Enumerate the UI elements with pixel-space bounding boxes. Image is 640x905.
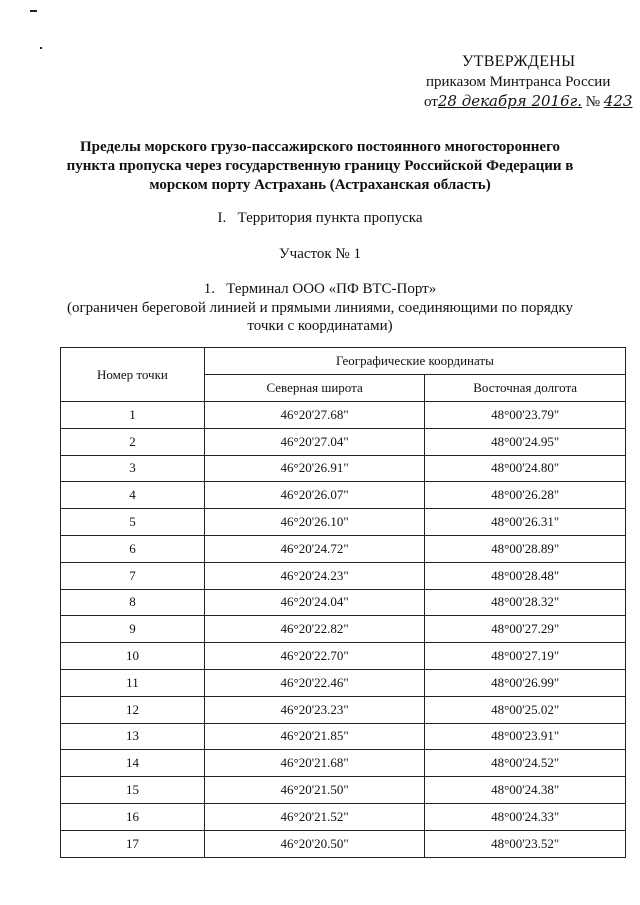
point-number-cell: 7	[61, 562, 205, 589]
longitude-cell: 48°00'24.52"	[425, 750, 626, 777]
latitude-cell: 46°20'22.70"	[204, 643, 424, 670]
terminal-note: (ограничен береговой линией и прямыми линиями, соединяющими по порядку точки с координатами)	[66, 300, 573, 334]
latitude-cell: 46°20'21.85"	[204, 723, 424, 750]
table-row	[61, 535, 626, 562]
approval-date-line	[424, 92, 632, 112]
table-row	[61, 482, 626, 509]
section-heading: I. Территория пункта пропуска	[217, 210, 423, 226]
longitude-cell: 48°00'27.19"	[425, 643, 626, 670]
point-number-cell: 9	[61, 616, 205, 643]
longitude-cell: 48°00'24.95"	[425, 428, 626, 455]
terminal-heading: 1. Терминал ООО «ПФ ВТС-Порт»	[203, 281, 437, 297]
point-number-cell: 17	[61, 830, 205, 857]
point-number-cell: 3	[61, 455, 205, 482]
latitude-cell: 46°20'21.50"	[204, 777, 424, 804]
latitude-cell: 46°20'27.68"	[204, 402, 424, 429]
latitude-cell: 46°20'20.50"	[204, 830, 424, 857]
longitude-cell: 48°00'27.29"	[425, 616, 626, 643]
table-row	[61, 803, 626, 830]
table-row	[61, 777, 626, 804]
table-row	[61, 669, 626, 696]
latitude-cell: 46°20'24.04"	[204, 589, 424, 616]
table-row	[61, 589, 626, 616]
point-number-cell: 8	[61, 589, 205, 616]
table-row	[61, 428, 626, 455]
approval-title: УТВЕРЖДЕНЫ	[462, 53, 576, 70]
point-number-cell: 5	[61, 509, 205, 536]
latitude-cell: 46°20'22.46"	[204, 669, 424, 696]
header-latitude: Северная широта	[204, 375, 424, 402]
scan-mark	[30, 10, 37, 12]
latitude-cell: 46°20'26.91"	[204, 455, 424, 482]
point-number-cell: 16	[61, 803, 205, 830]
longitude-cell: 48°00'24.33"	[425, 803, 626, 830]
header-geo-coords: Географические координаты	[204, 348, 625, 375]
point-number-cell: 10	[61, 643, 205, 670]
longitude-cell: 48°00'26.31"	[425, 509, 626, 536]
point-number-cell: 15	[61, 777, 205, 804]
table-row	[61, 723, 626, 750]
point-number-cell: 2	[61, 428, 205, 455]
latitude-cell: 46°20'21.52"	[204, 803, 424, 830]
handwritten-number: 423	[603, 92, 633, 110]
document-title: Пределы морского грузо-пассажирского постоянного многостороннего пункта пропуска через государственную границу Российской Федерации в морском порту Астрахань (Астраханская область)	[66, 139, 574, 193]
point-number-cell: 4	[61, 482, 205, 509]
table-row	[61, 402, 626, 429]
handwritten-date: 28 декабря 2016г.	[437, 92, 582, 110]
latitude-cell: 46°20'22.82"	[204, 616, 424, 643]
table-row	[61, 750, 626, 777]
date-prefix: от	[424, 94, 438, 110]
table-row	[61, 509, 626, 536]
point-number-cell: 6	[61, 535, 205, 562]
latitude-cell: 46°20'26.07"	[204, 482, 424, 509]
longitude-cell: 48°00'23.52"	[425, 830, 626, 857]
point-number-cell: 11	[61, 669, 205, 696]
table-row	[61, 562, 626, 589]
longitude-cell: 48°00'23.91"	[425, 723, 626, 750]
approval-order: приказом Минтранса России	[426, 74, 611, 90]
longitude-cell: 48°00'28.48"	[425, 562, 626, 589]
table-row	[61, 830, 626, 857]
table-row	[61, 455, 626, 482]
longitude-cell: 48°00'25.02"	[425, 696, 626, 723]
latitude-cell: 46°20'21.68"	[204, 750, 424, 777]
point-number-cell: 14	[61, 750, 205, 777]
header-point-number: Номер точки	[61, 348, 205, 402]
latitude-cell: 46°20'27.04"	[204, 428, 424, 455]
longitude-cell: 48°00'23.79"	[425, 402, 626, 429]
longitude-cell: 48°00'26.99"	[425, 669, 626, 696]
longitude-cell: 48°00'28.89"	[425, 535, 626, 562]
table-row	[61, 643, 626, 670]
latitude-cell: 46°20'26.10"	[204, 509, 424, 536]
subsection-heading: Участок № 1	[279, 246, 361, 262]
longitude-cell: 48°00'24.80"	[425, 455, 626, 482]
longitude-cell: 48°00'28.32"	[425, 589, 626, 616]
point-number-cell: 13	[61, 723, 205, 750]
table-row	[61, 696, 626, 723]
longitude-cell: 48°00'24.38"	[425, 777, 626, 804]
latitude-cell: 46°20'24.23"	[204, 562, 424, 589]
latitude-cell: 46°20'24.72"	[204, 535, 424, 562]
point-number-cell: 12	[61, 696, 205, 723]
coordinates-table	[60, 347, 626, 858]
table-body	[61, 402, 626, 858]
longitude-cell: 48°00'26.28"	[425, 482, 626, 509]
table-row	[61, 616, 626, 643]
scan-dot	[40, 47, 42, 49]
header-longitude: Восточная долгота	[425, 375, 626, 402]
number-prefix: №	[585, 94, 601, 110]
point-number-cell: 1	[61, 402, 205, 429]
latitude-cell: 46°20'23.23"	[204, 696, 424, 723]
